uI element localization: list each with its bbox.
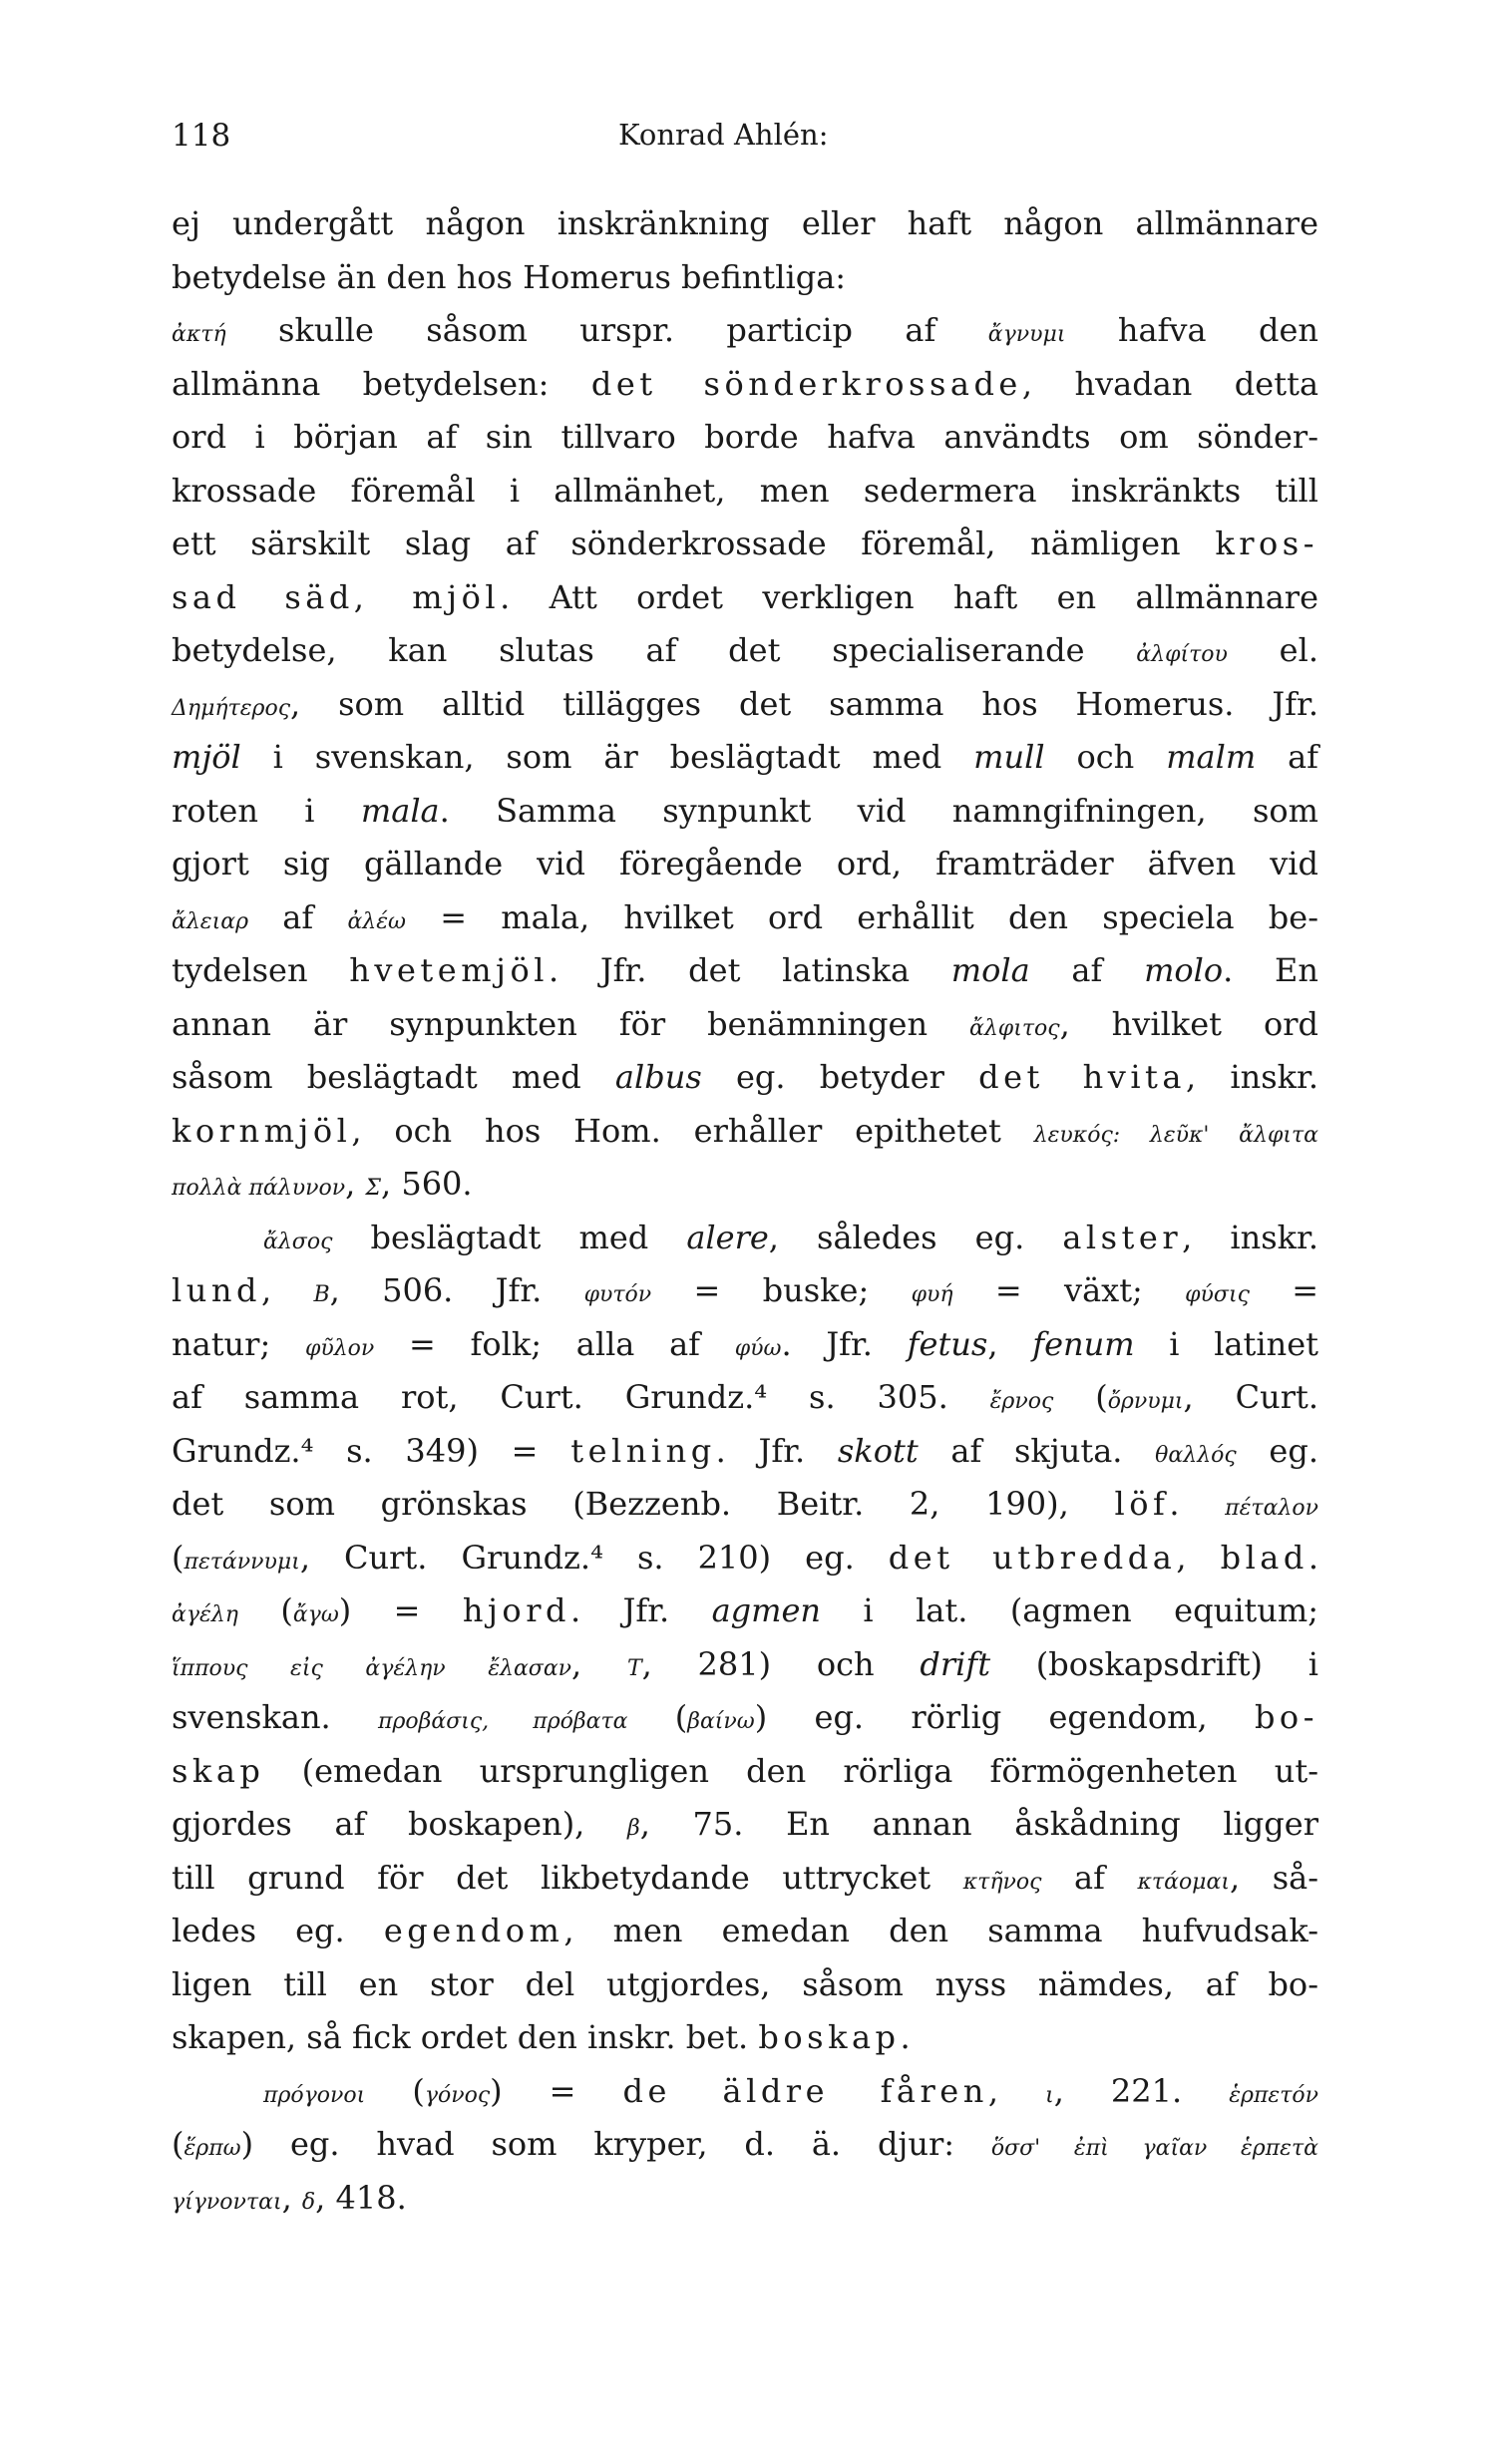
text-run: (	[365, 2071, 425, 2110]
text-run: af	[1029, 951, 1145, 989]
text-run: natur;	[172, 1324, 305, 1363]
text-run: (emedan ursprungligen den rörliga förmögenheten ut-	[264, 1751, 1318, 1790]
spaced-term: det utbredda	[888, 1538, 1177, 1577]
greek-word: φυτόν	[583, 1282, 652, 1307]
text-run: .	[900, 2018, 911, 2056]
text-run: och	[1044, 738, 1167, 776]
greek-word: θαλλός	[1155, 1442, 1237, 1468]
text-run: annan är synpunkten för benämningen	[172, 1004, 969, 1043]
text-line	[172, 731, 1318, 785]
text-line	[172, 1798, 1318, 1852]
greek-word: Τ	[626, 1655, 642, 1681]
greek-word: βαίνω	[687, 1709, 755, 1734]
greek-word: ἀκτή	[172, 322, 226, 347]
text-line	[172, 1158, 1318, 1212]
text-run: ,	[260, 1271, 314, 1309]
spaced-term: egendom	[383, 1912, 564, 1949]
spaced-term: telning	[570, 1431, 716, 1470]
text-run: skulle såsom urspr. particip af	[225, 311, 988, 349]
text-run: eg.	[1236, 1431, 1319, 1470]
greek-word: ἔρνος	[989, 1389, 1054, 1414]
text-run: af	[1256, 738, 1319, 776]
spaced-term: hvetemjöl	[349, 951, 549, 989]
greek-word: πολλὰ πάλυνον	[172, 1176, 346, 1201]
text-run: hafva den	[1065, 311, 1318, 349]
text-run: . En	[1223, 951, 1319, 989]
text-run: (	[237, 1591, 293, 1629]
text-run: = växt;	[952, 1271, 1186, 1309]
body-text	[172, 197, 1318, 2225]
text-run: beslägtadt med	[332, 1218, 687, 1256]
text-run: gjordes af boskapen),	[172, 1805, 627, 1843]
italic-term: drift	[920, 1644, 991, 1683]
text-run: ,	[1176, 1538, 1221, 1577]
text-run: ett särskilt slag af sönderkrossade föremål, nämligen	[172, 525, 1216, 562]
text-line	[172, 1584, 1318, 1638]
greek-word: κτάομαι	[1137, 1869, 1230, 1895]
text-run: i latinet	[1134, 1324, 1319, 1363]
italic-term: malm	[1166, 738, 1257, 776]
text-line	[172, 571, 1318, 625]
text-line	[172, 2118, 1318, 2172]
greek-word: ἄλφιτος	[969, 1015, 1060, 1041]
italic-term: alere	[686, 1218, 769, 1256]
text-line	[172, 891, 1318, 945]
text-run: = folk; alla af	[374, 1324, 735, 1363]
text-run: , 281) och	[641, 1644, 921, 1683]
text-line	[172, 1958, 1318, 2012]
spaced-term: bo-	[1254, 1698, 1318, 1736]
text-run: . Jfr.	[781, 1324, 908, 1363]
text-line	[172, 1638, 1318, 1692]
text-run: , 560.	[380, 1165, 473, 1203]
text-line	[172, 1691, 1318, 1745]
text-run: , 418.	[315, 2178, 407, 2217]
greek-word: ἑρπετόν	[1229, 2082, 1319, 2108]
spaced-term: hjord	[462, 1591, 570, 1629]
text-line	[172, 1532, 1318, 1585]
greek-word: φύω	[734, 1335, 782, 1361]
italic-term: fenum	[1032, 1324, 1135, 1363]
greek-word: πρόγονοι	[263, 2082, 366, 2108]
page-number: 118	[172, 118, 231, 154]
greek-word: β	[627, 1816, 640, 1841]
text-run: tydelsen	[172, 951, 350, 989]
text-run: , Curt.	[1183, 1378, 1319, 1416]
text-run: gjort sig gällande vid föregående ord, framträder äfven vid	[172, 845, 1318, 882]
greek-word: φυή	[911, 1282, 953, 1307]
text-run: . Samma synpunkt vid namngifningen, som	[439, 791, 1319, 830]
text-run: , hvilket ord	[1059, 1004, 1319, 1043]
greek-word: ὄρνυμι	[1107, 1389, 1184, 1414]
text-run: ligen till en stor del utgjordes, såsom nyss nämdes, af bo-	[172, 1964, 1318, 2003]
text-run: ,	[345, 1165, 366, 1203]
text-line	[172, 1852, 1318, 1906]
text-line	[172, 944, 1318, 998]
text-run: allmänna betydelsen:	[172, 364, 591, 403]
text-line	[172, 1425, 1318, 1479]
italic-term: mala	[360, 791, 440, 830]
greek-word: γόνος	[424, 2082, 491, 2108]
greek-word: κτῆνος	[962, 1869, 1042, 1895]
text-run: roten i	[172, 791, 361, 830]
greek-word: ι	[1045, 2082, 1054, 2108]
text-run: ledes eg.	[172, 1912, 384, 1949]
text-run: , så-	[1229, 1858, 1319, 1897]
text-run: , 75. En annan åskådning ligger	[639, 1805, 1319, 1843]
text-run: el.	[1227, 631, 1319, 669]
text-run: ,	[987, 2071, 1046, 2110]
italic-term: albus	[614, 1058, 702, 1096]
text-run: betydelse, kan slutas af det specialiserande	[172, 631, 1137, 669]
text-run: , inskr.	[1182, 1218, 1318, 1256]
italic-term: mull	[973, 738, 1045, 776]
text-line	[172, 678, 1318, 732]
greek-word: Σ	[365, 1176, 381, 1201]
text-run: (boskapsdrift) i	[990, 1644, 1319, 1683]
text-run: ,	[571, 1644, 627, 1683]
text-run: . Att ordet verkligen haft en allmännare	[500, 577, 1319, 616]
greek-word: ἀλέω	[347, 908, 406, 934]
text-line	[172, 358, 1318, 412]
text-run: = buske;	[651, 1271, 912, 1309]
text-line	[172, 1371, 1318, 1425]
text-run: , som alltid tillägges det samma hos Homerus. Jfr.	[290, 684, 1318, 723]
text-line	[172, 2172, 1318, 2226]
spaced-term: boskap	[758, 2018, 901, 2056]
spaced-term: skap	[172, 1751, 265, 1790]
greek-word: πέταλον	[1225, 1496, 1319, 1521]
text-line	[172, 1105, 1318, 1159]
greek-word: ἀγέλη	[172, 1602, 238, 1627]
spaced-term: kros-	[1215, 525, 1318, 562]
text-run: (	[172, 1538, 185, 1577]
greek-word: ἕρπω	[184, 2136, 241, 2161]
greek-word: γίγνονται	[172, 2189, 282, 2215]
text-line	[172, 838, 1318, 891]
spaced-term: löf	[1114, 1485, 1170, 1523]
text-run: , men emedan den samma hufvudsak-	[563, 1912, 1319, 1949]
text-run: af	[1041, 1858, 1138, 1897]
text-run: .	[1307, 1538, 1319, 1577]
text-run: , hvadan detta	[1021, 364, 1319, 403]
text-run: ej undergått någon inskränkning eller haft någon allmännare	[172, 204, 1318, 242]
text-line	[172, 2011, 1318, 2065]
text-run: . Jfr.	[569, 1591, 712, 1629]
greek-word: φύσις	[1185, 1282, 1250, 1307]
greek-word: ἄγω	[292, 1602, 339, 1627]
text-run: af skjuta.	[918, 1431, 1156, 1470]
text-run: svenskan.	[172, 1698, 378, 1736]
text-run: ) eg. hvad som kryper, d. ä. djur:	[240, 2125, 991, 2163]
text-line	[172, 304, 1318, 358]
text-run: af samma rot, Curt. Grundz.⁴ s. 305.	[172, 1378, 990, 1416]
greek-word: προβάσις, πρόβατα	[377, 1709, 628, 1734]
text-run: , således eg.	[768, 1218, 1063, 1256]
text-run: =	[1249, 1271, 1319, 1309]
italic-term: molo	[1144, 951, 1224, 989]
text-run: ,	[987, 1324, 1033, 1363]
italic-term: mola	[950, 951, 1030, 989]
greek-word: ὅσσ' ἐπὶ γαῖαν ἑρπετὰ	[990, 2136, 1319, 2161]
greek-word: ἵππους εἰς ἀγέλην ἔλασαν	[172, 1655, 572, 1681]
text-line	[172, 785, 1318, 839]
greek-word: ἄγνυμι	[987, 322, 1066, 347]
text-line	[172, 998, 1318, 1052]
text-run: . Jfr. det latinska	[548, 951, 951, 989]
text-run: (	[172, 2125, 185, 2163]
text-line	[172, 1051, 1318, 1105]
greek-word: Β	[313, 1282, 330, 1307]
text-line	[172, 411, 1318, 465]
greek-word: φῦλον	[304, 1335, 375, 1361]
greek-word: δ	[301, 2189, 316, 2215]
italic-term: skott	[837, 1431, 919, 1470]
text-run: eg. betyder	[701, 1058, 979, 1096]
text-run: i svenskan, som är beslägtadt med	[240, 738, 974, 776]
spaced-term: blad	[1220, 1538, 1308, 1577]
text-run: = mala, hvilket ord erhållit den speciela be-	[405, 897, 1319, 936]
text-run: Grundz.⁴ s. 349) =	[172, 1431, 571, 1470]
text-run: såsom beslägtadt med	[172, 1058, 615, 1096]
text-run: ) =	[338, 1591, 463, 1629]
text-run: , 506. Jfr.	[329, 1271, 584, 1309]
text-line	[172, 251, 1318, 305]
text-line	[172, 1212, 1318, 1265]
text-run: till grund för det likbetydande uttrycket	[172, 1858, 963, 1897]
italic-term: agmen	[711, 1591, 822, 1629]
text-run: ord i början af sin tillvaro borde hafva användts om sönder-	[172, 418, 1318, 456]
italic-term: mjöl	[172, 738, 241, 776]
text-run: i lat. (agmen equitum;	[821, 1591, 1319, 1629]
greek-word: ἄλσος	[263, 1229, 333, 1254]
greek-word: ἄλειαρ	[172, 908, 249, 934]
text-line	[172, 1745, 1318, 1799]
text-line	[172, 1318, 1318, 1372]
text-line	[172, 1905, 1318, 1958]
text-run: det som grönskas (Bezzenb. Beitr. 2, 190),	[172, 1485, 1115, 1523]
text-run: ) eg. rörlig egendom,	[754, 1698, 1255, 1736]
text-run: ) =	[490, 2071, 623, 2110]
text-line	[172, 624, 1318, 678]
spaced-term: det hvita	[978, 1058, 1186, 1096]
text-run: ,	[281, 2178, 302, 2217]
text-run: . Jfr.	[715, 1431, 838, 1470]
spaced-term: sad säd, mjöl	[172, 577, 501, 616]
page-header	[172, 118, 1318, 168]
text-line	[172, 518, 1318, 571]
text-run: betydelse än den hos Homerus befintliga:	[172, 257, 847, 296]
text-run: skapen, så fick ordet den inskr. bet.	[172, 2018, 759, 2056]
greek-word: λευκός: λεῦκ' ἄλφιτα	[1033, 1122, 1318, 1148]
italic-term: fetus	[907, 1324, 988, 1363]
text-run: af	[248, 897, 348, 936]
text-run: .	[1169, 1485, 1226, 1523]
spaced-term: alster	[1062, 1218, 1183, 1256]
text-line	[172, 197, 1318, 251]
spaced-term: de äldre fåren	[622, 2071, 988, 2110]
text-run: (	[627, 1698, 688, 1736]
text-run: , inskr.	[1186, 1058, 1319, 1096]
greek-word: Δημήτερος	[172, 695, 291, 721]
text-run: krossade föremål i allmänhet, men sedermera inskränkts till	[172, 471, 1318, 510]
spaced-term: lund	[172, 1271, 261, 1309]
text-run: , Curt. Grundz.⁴ s. 210) eg.	[299, 1538, 889, 1577]
text-line	[172, 465, 1318, 519]
text-line	[172, 1264, 1318, 1318]
spaced-term: det sönderkrossade	[590, 364, 1022, 403]
text-line	[172, 2065, 1318, 2119]
greek-word: πετάννυμι	[184, 1549, 300, 1575]
text-run: , och hos Hom. erhåller epithetet	[351, 1111, 1034, 1150]
running-head: Konrad Ahlén:	[618, 118, 829, 152]
greek-word: ἀλφίτου	[1136, 642, 1228, 667]
text-run: (	[1053, 1378, 1108, 1416]
text-line	[172, 1478, 1318, 1532]
text-run: , 221.	[1053, 2071, 1230, 2110]
spaced-term: kornmjöl	[172, 1111, 352, 1150]
